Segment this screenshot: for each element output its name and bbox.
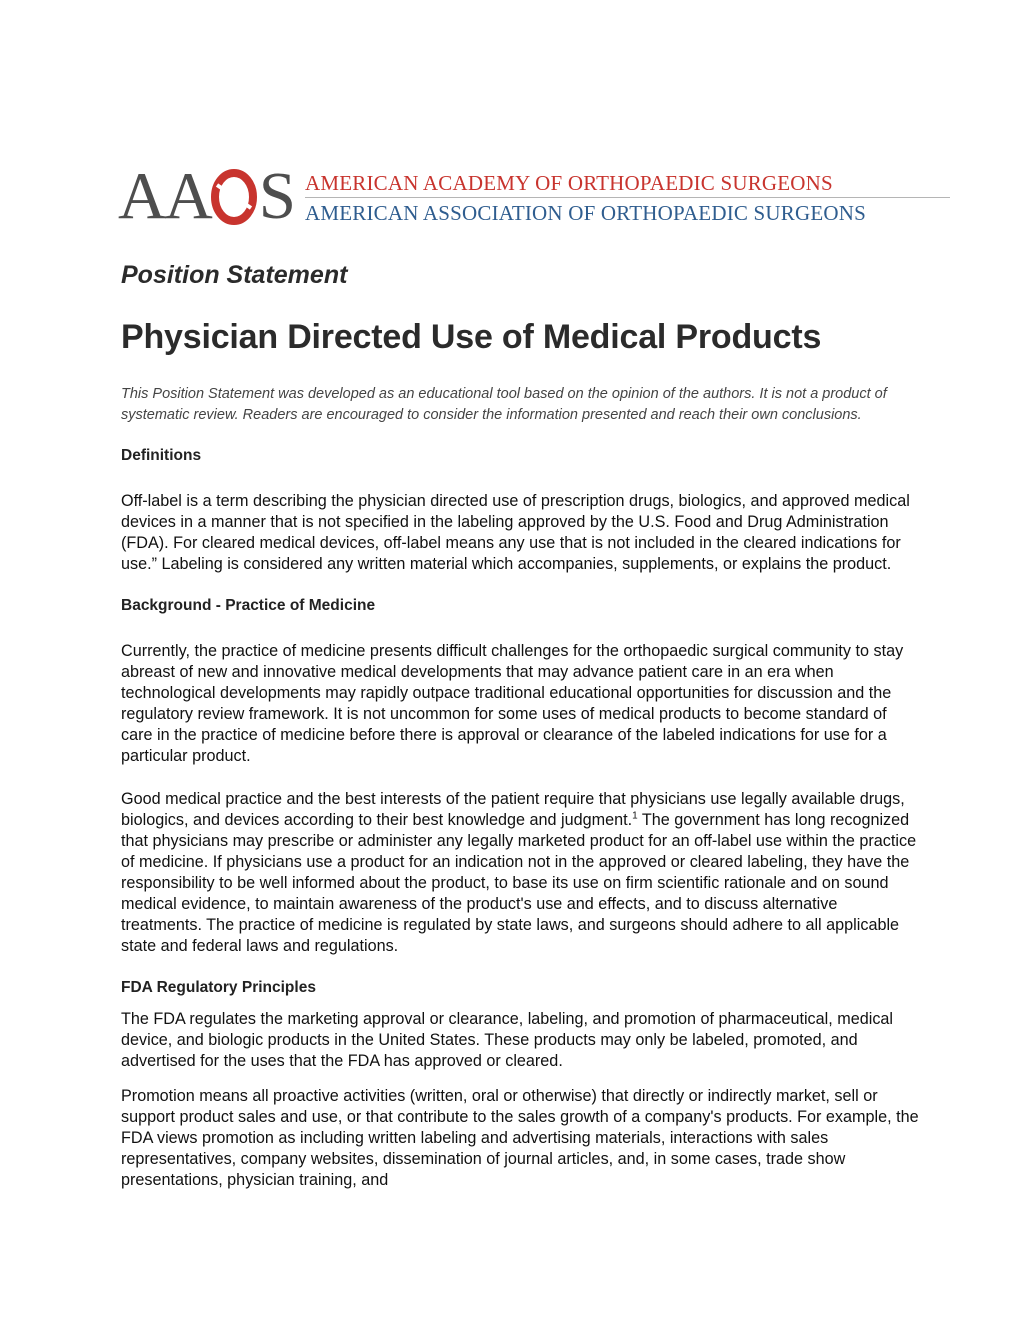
disclaimer: This Position Statement was developed as an educational tool based on the opinion of the authors. It is not a product of systematic review. Readers are encouraged to consider the information presented and reach their own conclusions.	[121, 386, 887, 423]
definitions-paragraph: Off-label is a term describing the physician directed use of prescription drugs, biologics, and approved medical devices in a manner that is not specified in the labeling approved by the U.S. Food and Drug Administration (FDA). For cleared medical devices, off-label means any use that is not included in the cleared indications for use.” Labeling is considered any written material which accompanies, supplements, or explains the product.	[121, 492, 910, 573]
background-paragraph-2-end: The government has long recognized that physicians may prescribe or administer any legally marketed product for an off-label use within the practice of medicine. If physicians use a product for an indication not in the approved or cleared labeling, they have the responsibility to be well informed about the product, to base its use on firm scientific rationale and on sound medical evidence, to maintain awareness of the product's use and effects, and to discuss alternative treatments. The practice of medicine is regulated by state laws, and surgeons should adhere to all applicable state and federal laws and regulations.	[121, 811, 917, 955]
logo-divider	[305, 197, 950, 198]
logo-mark	[118, 159, 295, 233]
fda-heading: FDA Regulatory Principles	[121, 979, 316, 996]
footnote-ref-1: 1	[632, 810, 638, 822]
logo-mark-prefix: AA	[118, 159, 211, 233]
definitions-heading: Definitions	[121, 447, 202, 464]
page-title: Physician Directed Use of Medical Products	[121, 318, 822, 356]
background-heading: Background - Practice of Medicine	[121, 597, 376, 614]
logo-academy-name: AMERICAN ACADEMY OF ORTHOPAEDIC SURGEONS	[305, 171, 833, 195]
document-type-label: Position Statement	[121, 261, 348, 289]
logo-ring-icon	[211, 168, 257, 226]
fda-paragraph-1: The FDA regulates the marketing approval or clearance, labeling, and promotion of pharmaceutical, medical device, and biologic products in the United States. These products may only be labeled, promoted, and advertised for the uses that the FDA has approved or cleared.	[121, 1010, 894, 1070]
logo-mark-suffix: S	[258, 159, 295, 233]
document-body	[121, 384, 921, 1213]
background-paragraph-2	[121, 789, 921, 957]
logo-association-name: AMERICAN ASSOCIATION OF ORTHOPAEDIC SURGEONS	[305, 201, 867, 225]
background-paragraph-2-start: Good medical practice and the best interests of the patient require that physicians use legally available drugs, biologics, and devices according to their best knowledge and judgment.	[121, 790, 905, 829]
background-paragraph-1: Currently, the practice of medicine presents difficult challenges for the orthopaedic surgical community to stay abreast of new and innovative medical developments that may advance patient care in an era when technological developments may rapidly outpace traditional educational opportunities for discussion and the regulatory review framework. It is not uncommon for some uses of medical products to become standard of care in the practice of medicine before there is approval or clearance of the labeled indications for use for a particular product.	[121, 642, 904, 765]
aaos-logo	[118, 159, 867, 233]
fda-paragraph-2: Promotion means all proactive activities (written, oral or otherwise) that directly or indirectly market, sell or support product sales and use, or that contribute to the sales growth of a company's products. For example, the FDA views promotion as including written labeling and advertising materials, interactions with sales representatives, company websites, dissemination of journal articles, and, in some cases, trade show presentations, physician training, and	[121, 1087, 919, 1189]
